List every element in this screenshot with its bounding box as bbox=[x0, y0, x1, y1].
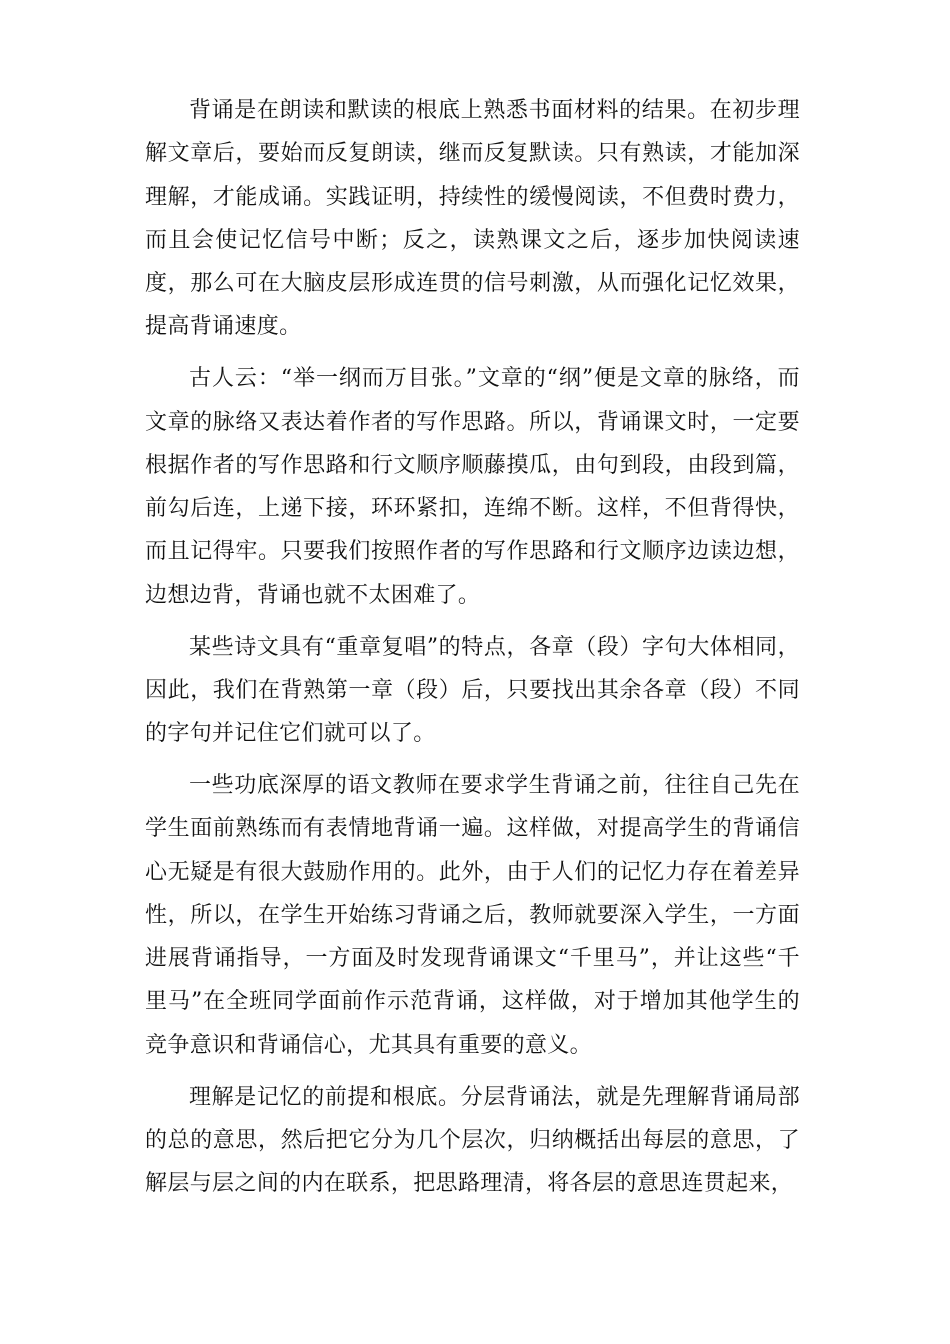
paragraph-5: 理解是记忆的前提和根底。分层背诵法，就是先理解背诵局部的总的意思，然后把它分为几个层次，归纳概括出每层的意思，了解层与层之间的内在联系，把思路理清，将各层的意思连贯起来， bbox=[145, 1084, 800, 1197]
paragraph-1: 背诵是在朗读和默读的根底上熟悉书面材料的结果。在初步理解文章后，要始而反复朗读，继而反复默读。只有熟读，才能加深理解，才能成诵。实践证明，持续性的缓慢阅读，不但费时费力，而且会使记忆信号中断；反之，读熟课文之后，逐步加快阅读速度，那么可在大脑皮层形成连贯的信号刺激，从而强化记忆效果，提高背诵速度。 bbox=[145, 98, 800, 340]
paragraph-4: 一些功底深厚的语文教师在要求学生背诵之前，往往自己先在学生面前熟练而有表情地背诵一遍。这样做，对提高学生的背诵信心无疑是有很大鼓励作用的。此外，由于人们的记忆力存在着差异性，所以，在学生开始练习背诵之后，教师就要深入学生，一方面进展背诵指导，一方面及时发现背诵课文“千里马”，并让这些“千里马”在全班同学面前作示范背诵，这样做，对于增加其他学生的竞争意识和背诵信心，尤其具有重要的意义。 bbox=[145, 772, 800, 1058]
paragraph-3: 某些诗文具有“重章复唱”的特点，各章（段）字句大体相同，因此，我们在背熟第一章（段）后，只要找出其余各章（段）不同的字句并记住它们就可以了。 bbox=[145, 634, 800, 747]
document-body bbox=[145, 89, 800, 1214]
paragraph-2: 古人云：“举一纲而万目张。”文章的“纲”便是文章的脉络，而文章的脉络又表达着作者的写作思路。所以，背诵课文时，一定要根据作者的写作思路和行文顺序顺藤摸瓜，由句到段，由段到篇，前勾后连，上递下接，环环紧扣，连绵不断。这样，不但背得快，而且记得牢。只要我们按照作者的写作思路和行文顺序边读边想，边想边背，背诵也就不太困难了。 bbox=[145, 366, 800, 608]
